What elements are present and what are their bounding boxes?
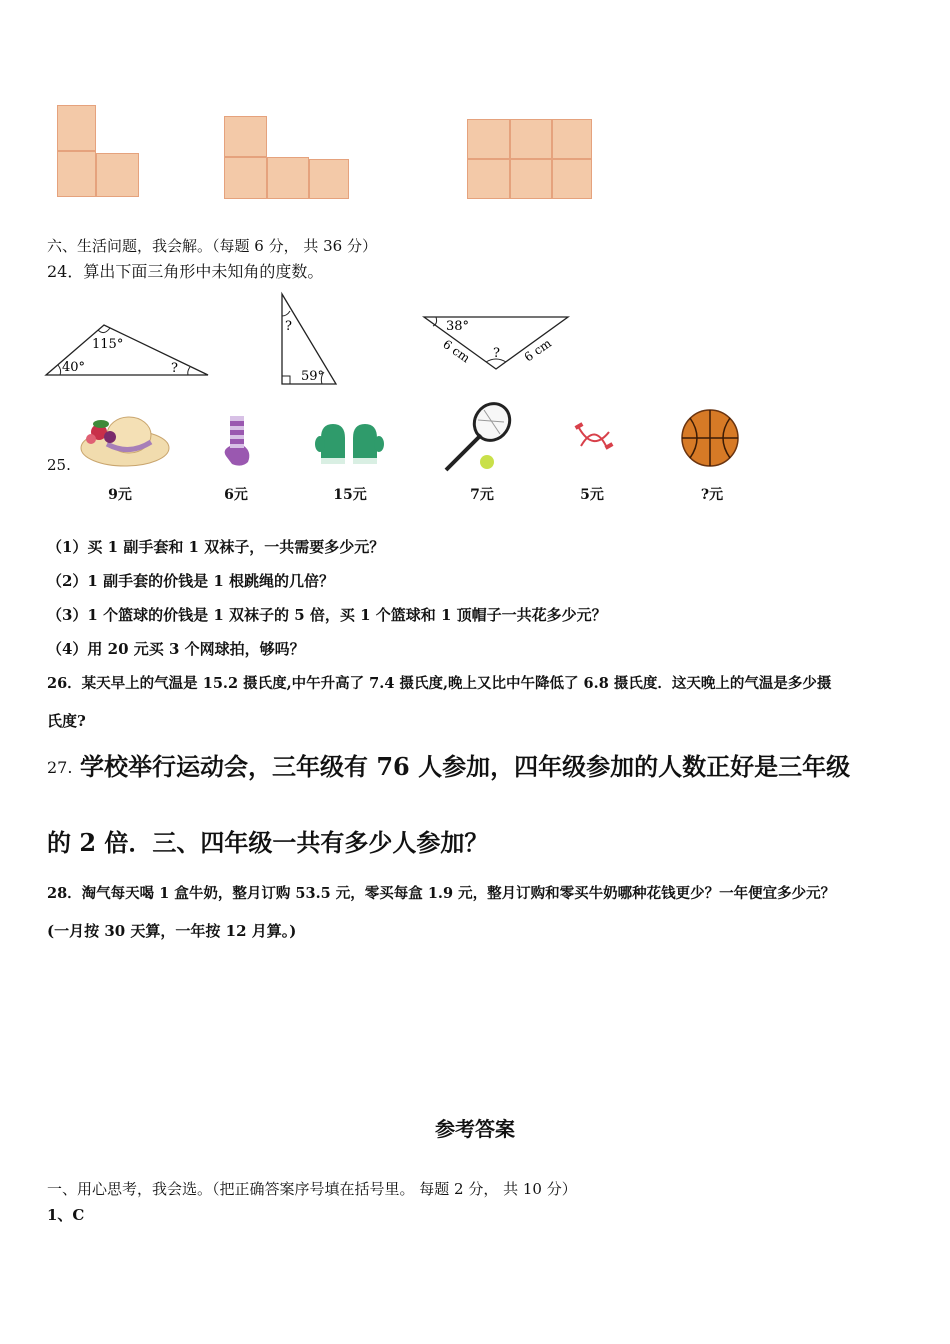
triangle-2-angle-top: ? bbox=[285, 319, 292, 334]
question-25-sub-4: （4）用 20 元买 3 个网球拍，够吗？ bbox=[47, 640, 305, 658]
price-jump-rope: 5元 bbox=[580, 487, 604, 503]
question-25-sub-2: （2）1 副手套的价钱是 1 根跳绳的几倍？ bbox=[47, 572, 334, 590]
price-tennis-racket: 7元 bbox=[470, 487, 494, 503]
triangle-1-angle-right: ? bbox=[171, 361, 178, 376]
answer-1: 1、C bbox=[47, 1206, 85, 1224]
question-28-line-1: 28．淘气每天喝 1 盒牛奶，整月订购 53.5 元，零买每盒 1.9 元，整月订购和零买牛奶哪种花钱更少？一年便宜多少元？ bbox=[47, 885, 836, 902]
question-25-label: 25. bbox=[47, 456, 71, 474]
question-28-line-2: (一月按 30 天算，一年按 12 月算。) bbox=[47, 922, 297, 940]
section-heading: 六、生活问题，我会解。（每题 6 分， 共 36 分） bbox=[47, 237, 377, 255]
question-27-line-1: 学校举行运动会，三年级有 76 人参加，四年级参加的人数正好是三年级 bbox=[80, 752, 851, 781]
triangle-3-side-right: 6 cm bbox=[521, 336, 554, 365]
triangle-2-angle-right: 59° bbox=[301, 369, 325, 384]
price-hat: 9元 bbox=[108, 487, 132, 503]
answers-title: 参考答案 bbox=[435, 1117, 515, 1141]
tennis-racket-image bbox=[440, 400, 520, 475]
triangle-2 bbox=[274, 290, 344, 388]
question-25-sub-1: （1）买 1 副手套和 1 双袜子，一共需要多少元？ bbox=[47, 538, 385, 556]
triangle-3-angle-bottom: ? bbox=[493, 346, 500, 361]
triangle-3 bbox=[420, 312, 575, 374]
basketball-image bbox=[680, 408, 740, 468]
triangle-1 bbox=[40, 318, 215, 380]
jump-rope-image bbox=[573, 418, 615, 458]
question-24: 24．算出下面三角形中未知角的度数。 bbox=[47, 262, 324, 281]
triangle-3-angle-top-left: 38° bbox=[446, 319, 470, 334]
hat-image bbox=[77, 410, 172, 470]
answers-section-1: 一、用心思考，我会选。（把正确答案序号填在括号里。 每题 2 分， 共 10 分） bbox=[47, 1180, 577, 1198]
question-25-sub-3: （3）1 个篮球的价钱是 1 双袜子的 5 倍，买 1 个篮球和 1 顶帽子一共花多少元？ bbox=[47, 606, 607, 624]
price-basketball: ?元 bbox=[700, 487, 724, 503]
question-26-line-1: 26．某天早上的气温是 15.2 摄氏度,中午升高了 7.4 摄氏度,晚上又比中午降低了 6.8 摄氏度．这天晚上的气温是多少摄 bbox=[47, 675, 832, 692]
question-27-line-2: 的 2 倍．三、四年级一共有多少人参加？ bbox=[47, 828, 489, 857]
price-gloves: 15元 bbox=[333, 487, 367, 503]
price-sock: 6元 bbox=[224, 487, 248, 503]
gloves-image bbox=[315, 418, 385, 468]
question-27-number: 27. bbox=[47, 758, 73, 777]
triangle-1-angle-left: 40° bbox=[62, 360, 86, 375]
triangle-1-angle-top: 115° bbox=[92, 337, 124, 352]
question-26-line-2: 氏度? bbox=[47, 712, 86, 730]
sock-image bbox=[218, 412, 258, 470]
triangle-3-side-left: 6 cm bbox=[440, 336, 473, 366]
